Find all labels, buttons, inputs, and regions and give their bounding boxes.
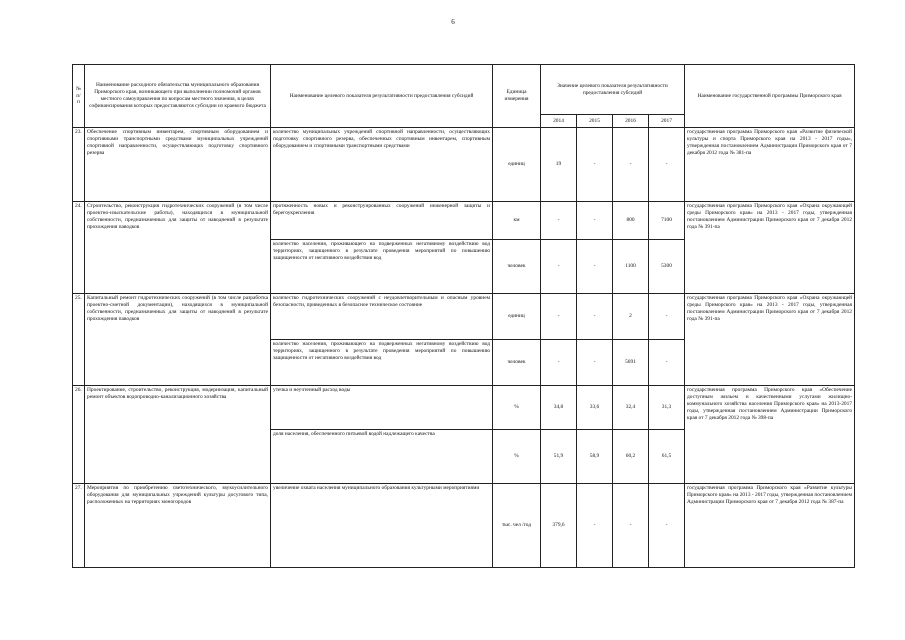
obligation-cell: Строительство, реконструкция гидротехнических сооружений (в том числе проектно-изыскательские работы), находящихся в муниципальной собственности, предназначенных для защиты от наводнений в результате прохождения паводков — [85, 202, 271, 294]
page-number: 6 — [451, 18, 455, 26]
program-cell: государственная программа Приморского края «Обеспечение доступным жильем и качественными услугами жилищно-коммунального хозяйства населения Приморского края» на 2013-2017 годы, утвержденная постановлением Администрации Приморского края от 7 декабря 2012 года № 398-па — [685, 386, 855, 484]
value-2014: 19 — [541, 128, 577, 202]
indicator-cell: протяженность новых и реконструированных сооружений инженерной защиты и берегоукрепления — [271, 202, 493, 240]
header-year-2017: 2017 — [649, 115, 685, 128]
value-2017: 61,5 — [649, 430, 685, 484]
program-cell: государственная программа Приморского края «Охрана окружающей среды Приморского края» на 2013 - 2017 годы, утвержденная постановлением Администрации Приморского края от 7 декабря 2012 года № 391-па — [685, 294, 855, 386]
table-row — [73, 484, 855, 568]
unit-cell: км — [493, 202, 541, 240]
table-row — [73, 202, 855, 240]
header-year-2015: 2015 — [577, 115, 613, 128]
indicator-cell: количество населения, проживающего на подверженных негативному воздействию вод территориях, защищенного в результате проведения мероприятий по повышению защищенности от негативного воздействия вод — [271, 240, 493, 294]
indicator-cell: количество населения, проживающего на подверженных негативному воздействию вод территориях, защищенного в результате проведения мероприятий по повышению защищенности от негативного воздействия вод — [271, 340, 493, 386]
value-2015: - — [577, 240, 613, 294]
value-2016: 60,2 — [613, 430, 649, 484]
row-number: 24. — [73, 202, 85, 294]
obligation-cell: Капитальный ремонт гидротехнических сооружений (в том числе разработка проектно-сметной документации), находящихся в муниципальной собственности, предназначенных для защиты от наводнений в результате прохождения паводков — [85, 294, 271, 386]
value-2014: - — [541, 240, 577, 294]
obligation-cell: Обеспечение спортивным инвентарем, спортивным оборудованием и спортивными транспортными средствами муниципальных учреждений спортивной направленности, осуществляющих подготовку спортивного резерва — [85, 128, 271, 202]
value-2017: 5300 — [649, 240, 685, 294]
value-2016: 5691 — [613, 340, 649, 386]
header-year-2016: 2016 — [613, 115, 649, 128]
value-2017: 31,3 — [649, 386, 685, 430]
value-2014: - — [541, 202, 577, 240]
value-2014: 51,9 — [541, 430, 577, 484]
value-2014: - — [541, 340, 577, 386]
program-cell: государственная программа Приморского края «Развитие культуры Приморского края» на 2013 - 2017 годы, утвержденная постановлением Администрации Приморского края от 7 декабря 2012 года № 387-па — [685, 484, 855, 568]
unit-cell: единиц — [493, 128, 541, 202]
header-program: Наименование государственной программы Приморского края — [685, 65, 855, 128]
value-2015: 58,9 — [577, 430, 613, 484]
value-2014: 34,8 — [541, 386, 577, 430]
table-row — [73, 386, 855, 430]
value-2015: - — [577, 340, 613, 386]
unit-cell: % — [493, 386, 541, 430]
program-cell: государственная программа Приморского края «Охрана окружающей среды Приморского края» на 2013 - 2017 годы, утвержденная постановлением Администрации Приморского края от 7 декабря 2012 года № 391-па — [685, 202, 855, 294]
value-2016: - — [613, 128, 649, 202]
table-row — [73, 128, 855, 202]
indicator-cell: количество муниципальных учреждений спортивной направленности, осуществляющих подготовку спортивного резерва, обеспеченных спортивным инвентарем, спортивным оборудованием и спортивными транспортными средствами — [271, 128, 493, 202]
value-2016: 32,4 — [613, 386, 649, 430]
header-obligation: Наименование расходного обязательства муниципального образования Приморского края, возникающего при выполнении полномочий органов местного самоуправления по вопросам местного значения, в целях софинансирования которых предоставляются субсидии из краевого бюджета — [85, 65, 271, 128]
value-2015: - — [577, 202, 613, 240]
indicator-cell: утечка и неучтенный расход воды — [271, 386, 493, 430]
indicator-cell: доля населения, обеспеченного питьевой водой надлежащего качества — [271, 430, 493, 484]
unit-cell: % — [493, 430, 541, 484]
row-number: 25. — [73, 294, 85, 386]
header-unit: Единица измерения — [493, 65, 541, 128]
unit-cell: человек — [493, 240, 541, 294]
header-year-2014: 2014 — [541, 115, 577, 128]
value-2014: 379,6 — [541, 484, 577, 568]
header-indicator: Наименование целевого показателя результативности предоставления субсидий — [271, 65, 493, 128]
indicator-cell: увеличение охвата населения муниципального образования культурными мероприятиями — [271, 484, 493, 568]
value-2015: - — [577, 484, 613, 568]
obligation-cell: Мероприятия по приобретению светотехнического, звукоусилительного оборудования для муниципальных учреждений культуры досугового типа, расположенных на территориях моногородов — [85, 484, 271, 568]
value-2016: 2 — [613, 294, 649, 340]
unit-cell: тыс. чел /год — [493, 484, 541, 568]
program-cell: государственная программа Приморского края «Развитие физической культуры и спорта Приморского края на 2013 - 2017 годы», утвержденная постановлением Администрации Приморского края от 7 декабря 2012 года № 381-па — [685, 128, 855, 202]
table-row — [73, 294, 855, 340]
value-2015: - — [577, 128, 613, 202]
value-2017: - — [649, 128, 685, 202]
value-2016: - — [613, 484, 649, 568]
value-2015: - — [577, 294, 613, 340]
header-values: Значение целевого показателя результативности предоставления субсидий — [541, 65, 685, 115]
row-number: 27. — [73, 484, 85, 568]
value-2016: 800 — [613, 202, 649, 240]
obligation-cell: Проектирование, строительство, реконструкция, модернизация, капитальный ремонт объектов водопроводно-канализационного хозяйства — [85, 386, 271, 484]
row-number: 23. — [73, 128, 85, 202]
value-2017: - — [649, 340, 685, 386]
value-2016: 1100 — [613, 240, 649, 294]
value-2015: 33,6 — [577, 386, 613, 430]
unit-cell: человек — [493, 340, 541, 386]
indicator-cell: количество гидротехнических сооружений с неудовлетворительным и опасным уровнем безопасности, приведенных в безопасное техническое состояние — [271, 294, 493, 340]
value-2017: - — [649, 484, 685, 568]
value-2017: 7100 — [649, 202, 685, 240]
header-number: № п/п — [73, 65, 85, 128]
value-2014: - — [541, 294, 577, 340]
row-number: 26. — [73, 386, 85, 484]
value-2017: - — [649, 294, 685, 340]
unit-cell: единиц — [493, 294, 541, 340]
subsidy-indicators-table — [72, 64, 855, 568]
